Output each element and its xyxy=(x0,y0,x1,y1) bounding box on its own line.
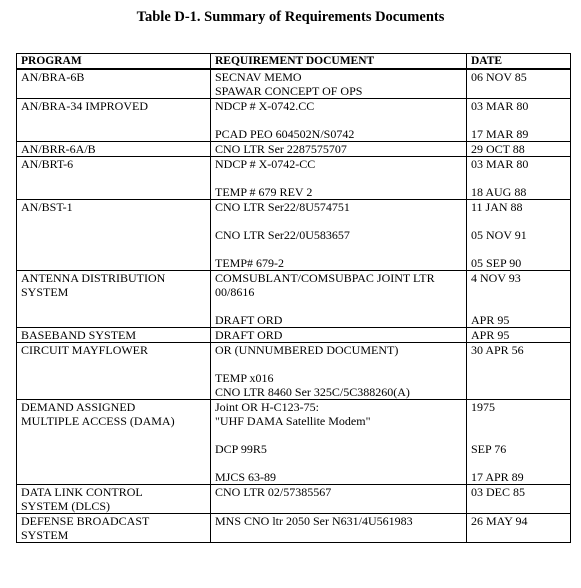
table-row xyxy=(17,343,571,400)
table-row xyxy=(17,485,571,514)
date-cell-line: 4 NOV 93 xyxy=(471,271,521,285)
date-cell-line xyxy=(471,84,566,98)
date-cell xyxy=(467,99,571,142)
column-header-requirement-document: REQUIREMENT DOCUMENT xyxy=(211,54,467,70)
date-cell xyxy=(467,200,571,271)
date-cell-line: 17 APR 89 xyxy=(471,470,524,484)
requirement-document-cell-line: NDCP # X-0742-CC xyxy=(215,157,316,171)
program-cell xyxy=(17,328,211,343)
table-title: Table D-1. Summary of Requirements Documents xyxy=(136,9,445,25)
date-cell xyxy=(467,69,571,99)
date-cell xyxy=(467,343,571,400)
requirement-document-cell-line xyxy=(215,242,462,256)
program-cell xyxy=(17,200,211,271)
requirement-document-cell-line: TEMP x016 xyxy=(215,371,274,385)
date-cell xyxy=(467,271,571,328)
requirement-document-cell-line: DRAFT ORD xyxy=(215,328,283,342)
table-header-row xyxy=(17,54,571,70)
program-cell xyxy=(17,142,211,157)
program-cell-line: AN/BRT-6 xyxy=(21,157,74,171)
requirement-document-cell-line: CNO LTR Ser22/8U574751 xyxy=(215,200,350,214)
requirement-document-cell-line: DCP 99R5 xyxy=(215,442,267,456)
program-cell xyxy=(17,514,211,543)
date-cell-line: 29 OCT 88 xyxy=(471,142,525,156)
program-cell-line: DEFENSE BROADCAST xyxy=(21,514,150,528)
table-row xyxy=(17,328,571,343)
requirement-document-cell-line: CNO LTR Ser22/0U583657 xyxy=(215,228,350,242)
requirement-document-cell xyxy=(211,271,467,328)
requirement-document-cell xyxy=(211,69,467,99)
date-cell-line: 1975 xyxy=(471,400,495,414)
date-cell-line xyxy=(471,171,566,185)
program-cell xyxy=(17,99,211,142)
program-cell-line: SYSTEM xyxy=(21,528,69,542)
requirement-document-cell-line: 00/8616 xyxy=(215,285,255,299)
table-row xyxy=(17,200,571,271)
date-cell-line xyxy=(471,385,566,399)
date-cell-line: SEP 76 xyxy=(471,442,507,456)
date-cell-line: APR 95 xyxy=(471,328,510,342)
program-cell-line: SYSTEM xyxy=(21,285,69,299)
requirement-document-cell-line xyxy=(215,299,462,313)
requirement-document-cell-line: TEMP# 679-2 xyxy=(215,256,284,270)
requirement-document-cell-line: COMSUBLANT/COMSUBPAC JOINT LTR xyxy=(215,271,435,285)
date-cell-line: 03 MAR 80 xyxy=(471,99,529,113)
program-cell xyxy=(17,343,211,400)
requirement-document-cell xyxy=(211,328,467,343)
requirement-document-cell xyxy=(211,157,467,200)
date-cell-line xyxy=(471,428,566,442)
requirement-document-cell-line xyxy=(215,113,462,127)
date-cell-line: 18 AUG 88 xyxy=(471,185,527,199)
date-cell-line: 30 APR 56 xyxy=(471,343,524,357)
requirement-document-cell xyxy=(211,514,467,543)
date-cell-line: 26 MAY 94 xyxy=(471,514,528,528)
date-cell-line xyxy=(471,285,566,299)
program-cell xyxy=(17,271,211,328)
requirement-document-cell-line: Joint OR H-C123-75: xyxy=(215,400,320,414)
program-cell-line: CIRCUIT MAYFLOWER xyxy=(21,343,149,357)
requirement-document-cell-line: SPAWAR CONCEPT OF OPS xyxy=(215,84,363,98)
date-cell-line: 03 DEC 85 xyxy=(471,485,525,499)
table-row xyxy=(17,69,571,99)
requirement-document-cell-line xyxy=(215,214,462,228)
date-cell-line xyxy=(471,299,566,313)
program-cell-line: MULTIPLE ACCESS (DAMA) xyxy=(21,414,175,428)
date-cell xyxy=(467,400,571,485)
requirement-document-cell-line: OR (UNNUMBERED DOCUMENT) xyxy=(215,343,399,357)
date-cell xyxy=(467,157,571,200)
requirement-document-cell-line: PCAD PEO 604502N/S0742 xyxy=(215,127,355,141)
table-row xyxy=(17,157,571,200)
requirement-document-cell-line xyxy=(215,357,462,371)
requirement-document-cell-line: "UHF DAMA Satellite Modem" xyxy=(215,414,371,428)
table-row xyxy=(17,99,571,142)
requirement-document-cell-line: DRAFT ORD xyxy=(215,313,283,327)
date-cell-line: 05 NOV 91 xyxy=(471,228,527,242)
requirement-document-cell xyxy=(211,400,467,485)
program-cell xyxy=(17,157,211,200)
requirement-document-cell xyxy=(211,99,467,142)
program-cell xyxy=(17,69,211,99)
date-cell-line xyxy=(471,214,566,228)
requirement-document-cell-line: SECNAV MEMO xyxy=(215,70,302,84)
requirement-document-cell-line xyxy=(215,428,462,442)
date-cell-line xyxy=(471,414,566,428)
program-cell-line: AN/BRA-6B xyxy=(21,70,85,84)
requirement-document-cell-line xyxy=(215,456,462,470)
requirement-document-cell-line: CNO LTR 8460 Ser 325C/5C388260(A) xyxy=(215,385,410,399)
program-cell-line: AN/BRA-34 IMPROVED xyxy=(21,99,149,113)
date-cell-line: 03 MAR 80 xyxy=(471,157,529,171)
date-cell xyxy=(467,485,571,514)
program-cell xyxy=(17,400,211,485)
program-cell xyxy=(17,485,211,514)
program-cell-line: AN/BST-1 xyxy=(21,200,73,214)
program-cell-line: ANTENNA DISTRIBUTION xyxy=(21,271,166,285)
date-cell xyxy=(467,142,571,157)
date-cell-line xyxy=(471,242,566,256)
requirements-table xyxy=(16,53,571,543)
date-cell-line xyxy=(471,113,566,127)
date-cell-line: 11 JAN 88 xyxy=(471,200,523,214)
program-cell-line: SYSTEM (DLCS) xyxy=(21,499,111,513)
column-header-date: DATE xyxy=(467,54,571,70)
requirement-document-cell-line: CNO LTR Ser 2287575707 xyxy=(215,142,347,156)
requirement-document-cell xyxy=(211,485,467,514)
requirement-document-cell-line: MJCS 63-89 xyxy=(215,470,277,484)
date-cell xyxy=(467,514,571,543)
date-cell-line: APR 95 xyxy=(471,313,510,327)
program-cell-line: AN/BRR-6A/B xyxy=(21,142,96,156)
date-cell-line: 05 SEP 90 xyxy=(471,256,522,270)
requirement-document-cell-line: NDCP # X-0742.CC xyxy=(215,99,315,113)
program-cell-line: BASEBAND SYSTEM xyxy=(21,328,137,342)
requirement-document-cell xyxy=(211,142,467,157)
date-cell-line xyxy=(471,456,566,470)
requirement-document-cell-line: MNS CNO ltr 2050 Ser N631/4U561983 xyxy=(215,514,413,528)
requirement-document-cell-line xyxy=(215,171,462,185)
requirement-document-cell xyxy=(211,200,467,271)
table-row xyxy=(17,400,571,485)
date-cell-line: 17 MAR 89 xyxy=(471,127,529,141)
date-cell xyxy=(467,328,571,343)
requirement-document-cell xyxy=(211,343,467,400)
requirement-document-cell-line: TEMP # 679 REV 2 xyxy=(215,185,313,199)
date-cell-line xyxy=(471,357,566,371)
column-header-program: PROGRAM xyxy=(17,54,211,70)
program-cell-line: DATA LINK CONTROL xyxy=(21,485,143,499)
table-row xyxy=(17,142,571,157)
program-cell-line: DEMAND ASSIGNED xyxy=(21,400,136,414)
date-cell-line xyxy=(471,371,566,385)
date-cell-line: 06 NOV 85 xyxy=(471,70,527,84)
table-row xyxy=(17,271,571,328)
table-row xyxy=(17,514,571,543)
table-body xyxy=(17,69,571,543)
requirement-document-cell-line: CNO LTR 02/57385567 xyxy=(215,485,332,499)
